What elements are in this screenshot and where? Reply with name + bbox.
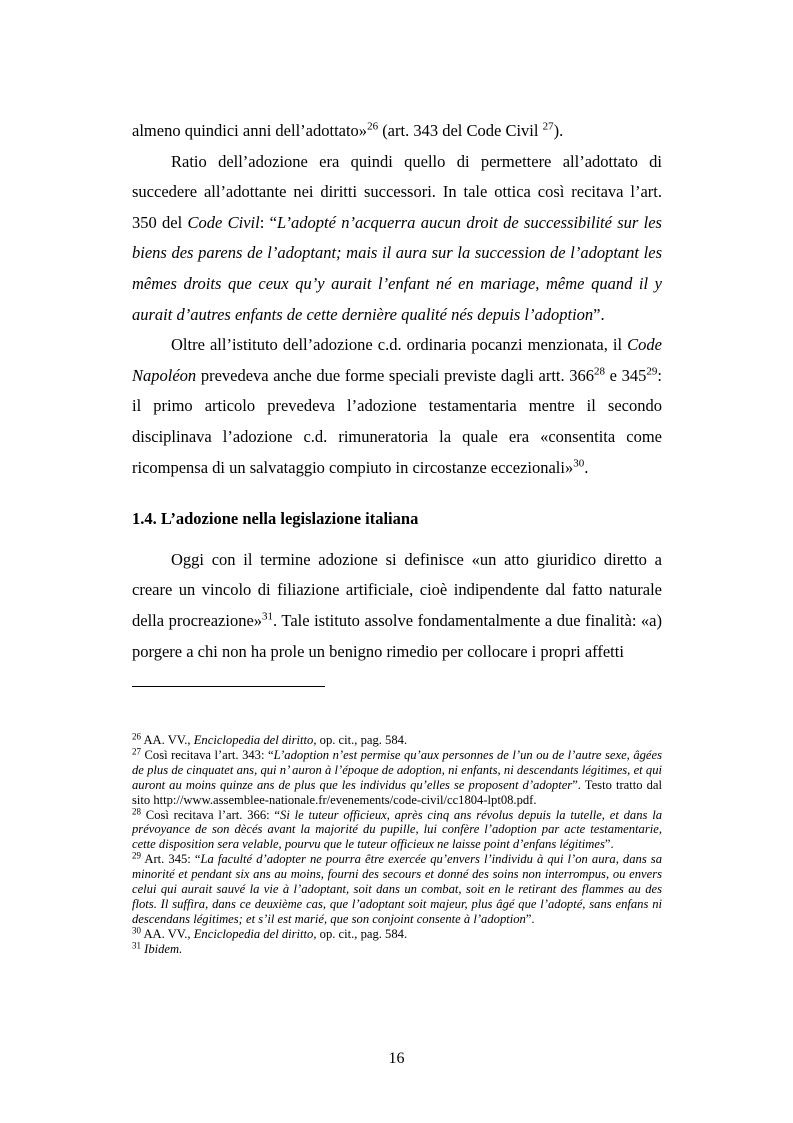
italic-quote: Si le tuteur officieux, après cinq ans révolus depuis la tutelle, et dans la prévoyance de son dècés avant la majorité du pupille, lui confère l’adoption par acte testamentarie, cette disposition sera velable, pourvu que le tuteur officieux ne laisse point d’enfans légitimes [132, 807, 662, 852]
paragraph-special-forms [132, 330, 662, 483]
text-run: Ratio dell’adozione era quindi quello di permettere all’adottato di succedere all’adottante nei diritti successori. In tale ottica così recitava l’art. 350 del [132, 151, 662, 232]
footnote-number: 29 [132, 850, 141, 861]
text-run: . [584, 457, 589, 477]
text-run: . Tale istituto assolve fondamentalmente a due finalità: «a) porgere a chi non ha prole un benigno rimedio per collocare i propri affetti [132, 610, 662, 661]
section-heading: 1.4. L’adozione nella legislazione italiana [132, 509, 419, 529]
footnote-number: 28 [132, 806, 141, 817]
footnote-ref-29[interactable]: 29 [646, 365, 658, 378]
text-run: prevedeva anche due forme speciali previste dagli artt. 366 [196, 365, 595, 385]
text-run: almeno quindici anni dell’adottato» [132, 121, 368, 140]
italic-run: Code Napoléon [132, 335, 662, 385]
italic-quote: La faculté d’adopter ne pourra être exercée qu’envers l’individu à qui l’on aura, dans sa minorité et pendant six ans au moins, fourni des secours et donné des soins non interrompus, ou envers celui qui aurait sauvé la vie à l’adoptant, soit dans un combat, soit en le retirant des flammes au des flots. Il suffira, dans ce deuxième cas, que l’adoptant soit majeur, plus âgé que l’adopté, sans enfans ni descendans légitimes; et s’il est marié, que son conjoint consente à l’adoption [132, 852, 662, 926]
text-run: op. cit., pag. 584. [316, 926, 408, 941]
paragraph-definition [132, 545, 662, 667]
paragraph-ratio [132, 147, 662, 331]
text-run: Oltre all’istituto dell’adozione c.d. ordinaria pocanzi menzionata, il [171, 335, 628, 355]
text-run: ”. [525, 911, 535, 926]
footnote-26 [132, 733, 662, 748]
italic-run: Enciclopedia del diritto, [193, 926, 317, 941]
text-run: AA. VV., [141, 733, 194, 747]
text-run: ”. [604, 837, 614, 852]
italic-run: Ibidem. [141, 941, 183, 956]
body-text [132, 116, 662, 667]
italic-quote: L’adoption n’est permise qu’aux personnes de l’un ou de l’autre sexe, âgées de plus de cinquatet ans, qui n’ auron à l’époque de adoption, ni enfants, ni descendants légitimes, et qui auront au moins quinze ans de plus que les individus qu’elles se proposent d’adopter [132, 747, 662, 792]
italic-quote: L’adopté n’acquerra aucun droit de successibilité sur les biens des parens de l’adoptant; mais il aura sur la succession de l’adoptant les mêmes droits que ceux qu’y aurait l’enfant né en mariage, même quand il y aurait d’autres enfants de cette dernière qualité nés depuis l’adoption [132, 212, 662, 324]
italic-run: Code Civil [187, 212, 260, 232]
footnote-number: 27 [132, 746, 141, 757]
text-run: e 345 [605, 365, 647, 385]
text-run: ”. Testo tratto dal sito http://www.assemblee-nationale.fr/evenements/code-civil/cc1804-lpt08.pdf. [132, 777, 662, 807]
footnote-number: 26 [132, 731, 141, 742]
text-run: ”. [593, 304, 605, 324]
text-run: : “ [259, 212, 277, 232]
footnote-number: 31 [132, 940, 141, 951]
text-run: ). [553, 121, 564, 140]
italic-run: Enciclopedia del diritto, [193, 733, 317, 747]
footnote-ref-26[interactable]: 26 [367, 120, 379, 133]
text-run: : il primo articolo prevedeva l’adozione testamentaria mentre il secondo disciplinava l’adozione c.d. rimuneratoria la quale era «consentita come ricompensa di un salvataggio compiuto in circostanze eccezionali» [132, 365, 662, 477]
text-run: Oggi con il termine adozione si definisce «un atto giuridico diretto a creare un vincolo di filiazione artificiale, cioè indipendente dal fatto naturale della procreazione» [132, 549, 662, 630]
page-number: 16 [388, 1050, 405, 1067]
text-run: Così recitava l’art. 343: “ [141, 747, 274, 762]
footnote-27 [132, 748, 662, 808]
footnote-31 [132, 942, 662, 957]
footnote-ref-30[interactable]: 30 [573, 456, 585, 469]
footnotes [132, 733, 662, 957]
footnote-ref-28[interactable]: 28 [594, 365, 606, 378]
text-run: (art. 343 del Code Civil [378, 121, 543, 140]
paragraph-continuation [132, 116, 662, 147]
footnote-29 [132, 852, 662, 927]
text-run: Così recitava l’art. 366: “ [141, 807, 281, 822]
footnote-30 [132, 927, 662, 942]
text-run: Art. 345: “ [141, 852, 201, 867]
text-run: AA. VV., [141, 926, 194, 941]
footnote-ref-31[interactable]: 31 [262, 610, 274, 623]
footnote-28 [132, 808, 662, 853]
footnote-number: 30 [132, 925, 141, 936]
footnote-separator [132, 686, 325, 687]
footnote-ref-27[interactable]: 27 [542, 120, 554, 133]
text-run: op. cit., pag. 584. [316, 733, 408, 747]
